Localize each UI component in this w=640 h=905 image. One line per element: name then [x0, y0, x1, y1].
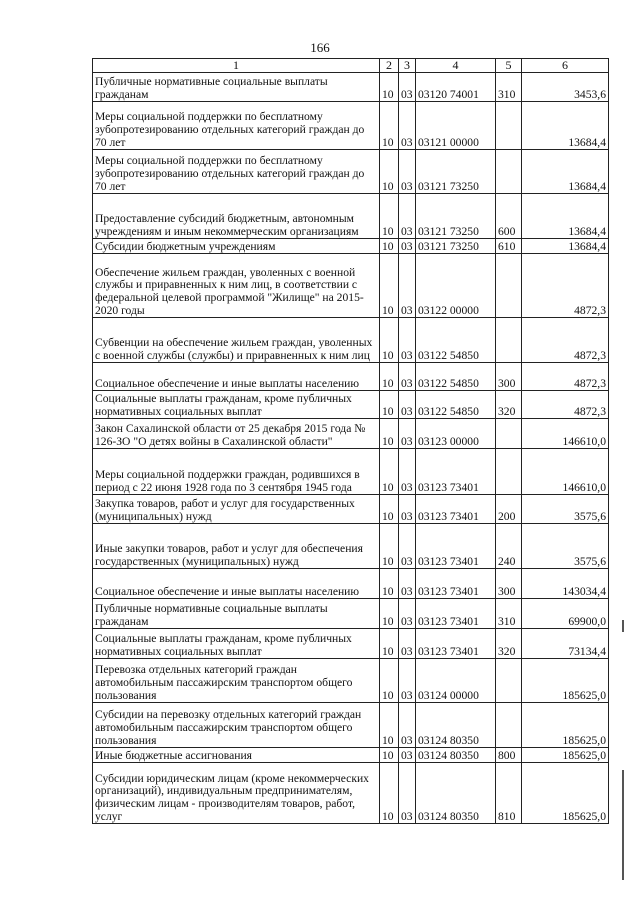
- table-row: [93, 254, 609, 318]
- subsection-code-cell: 03: [399, 239, 416, 254]
- expense-type-cell: 600: [496, 194, 522, 239]
- row-name-cell: Предоставление субсидий бюджетным, автономным учреждениям и иным некоммерческим организациям: [93, 194, 380, 239]
- target-item-cell: 03120 74001: [416, 73, 496, 102]
- table-row: [93, 419, 609, 449]
- subsection-code-cell: 03: [399, 449, 416, 495]
- amount-cell: 69900,0: [522, 599, 609, 629]
- section-code-cell: 10: [380, 363, 399, 391]
- row-name-cell: Меры социальной поддержки по бесплатному зубопротезированию отдельных категорий граждан до 70 лет: [93, 102, 380, 150]
- amount-cell: 143034,4: [522, 569, 609, 599]
- row-name-cell: Иные бюджетные ассигнования: [93, 748, 380, 763]
- section-code-cell: 10: [380, 194, 399, 239]
- subsection-code-cell: 03: [399, 73, 416, 102]
- amount-cell: 3575,6: [522, 495, 609, 524]
- budget-table: [92, 58, 609, 824]
- target-item-cell: 03123 00000: [416, 419, 496, 449]
- amount-cell: 146610,0: [522, 449, 609, 495]
- subsection-code-cell: 03: [399, 703, 416, 748]
- expense-type-cell: [496, 659, 522, 703]
- row-name-cell: Обеспечение жильем граждан, уволенных с военной службы и приравненных к ним лиц, в соответствии с федеральной целевой программой "Жилище" на 2015-2020 годы: [93, 254, 380, 318]
- subsection-code-cell: 03: [399, 254, 416, 318]
- section-code-cell: 10: [380, 524, 399, 569]
- table-row: [93, 391, 609, 419]
- section-code-cell: 10: [380, 391, 399, 419]
- table-row: [93, 363, 609, 391]
- table-row: [93, 495, 609, 524]
- section-code-cell: 10: [380, 254, 399, 318]
- amount-cell: 13684,4: [522, 239, 609, 254]
- scan-edge-mark: [622, 620, 624, 632]
- target-item-cell: 03121 73250: [416, 194, 496, 239]
- row-name-cell: Социальные выплаты гражданам, кроме публичных нормативных социальных выплат: [93, 391, 380, 419]
- header-cell: 6: [522, 59, 609, 73]
- expense-type-cell: 610: [496, 239, 522, 254]
- subsection-code-cell: 03: [399, 748, 416, 763]
- expense-type-cell: 320: [496, 629, 522, 659]
- row-name-cell: Субсидии бюджетным учреждениям: [93, 239, 380, 254]
- row-name-cell: Меры социальной поддержки граждан, родившихся в период с 22 июня 1928 года по 3 сентября 1945 года: [93, 449, 380, 495]
- expense-type-cell: [496, 703, 522, 748]
- section-code-cell: 10: [380, 495, 399, 524]
- table-row: [93, 748, 609, 763]
- row-name-cell: Перевозка отдельных категорий граждан автомобильным пассажирским транспортом общего пользования: [93, 659, 380, 703]
- section-code-cell: 10: [380, 599, 399, 629]
- target-item-cell: 03122 00000: [416, 254, 496, 318]
- section-code-cell: 10: [380, 659, 399, 703]
- section-code-cell: 10: [380, 419, 399, 449]
- section-code-cell: 10: [380, 449, 399, 495]
- header-cell: 2: [380, 59, 399, 73]
- row-name-cell: Субсидии юридическим лицам (кроме некоммерческих организаций), индивидуальным предпринимателям, физическим лицам - производителям товаров, работ, услуг: [93, 763, 380, 824]
- subsection-code-cell: 03: [399, 102, 416, 150]
- amount-cell: 3575,6: [522, 524, 609, 569]
- expense-type-cell: 320: [496, 391, 522, 419]
- target-item-cell: 03124 80350: [416, 703, 496, 748]
- expense-type-cell: 300: [496, 363, 522, 391]
- table-row: [93, 629, 609, 659]
- table-row: [93, 73, 609, 102]
- subsection-code-cell: 03: [399, 495, 416, 524]
- section-code-cell: 10: [380, 763, 399, 824]
- section-code-cell: 10: [380, 239, 399, 254]
- expense-type-cell: [496, 419, 522, 449]
- amount-cell: 73134,4: [522, 629, 609, 659]
- subsection-code-cell: 03: [399, 763, 416, 824]
- row-name-cell: Меры социальной поддержки по бесплатному зубопротезированию отдельных категорий граждан до 70 лет: [93, 150, 380, 194]
- subsection-code-cell: 03: [399, 194, 416, 239]
- amount-cell: 4872,3: [522, 318, 609, 363]
- table-row: [93, 150, 609, 194]
- subsection-code-cell: 03: [399, 363, 416, 391]
- target-item-cell: 03121 73250: [416, 239, 496, 254]
- row-name-cell: Закупка товаров, работ и услуг для государственных (муниципальных) нужд: [93, 495, 380, 524]
- expense-type-cell: 240: [496, 524, 522, 569]
- header-cell: 4: [416, 59, 496, 73]
- amount-cell: 185625,0: [522, 763, 609, 824]
- target-item-cell: 03122 54850: [416, 318, 496, 363]
- row-name-cell: Социальное обеспечение и иные выплаты населению: [93, 569, 380, 599]
- page-number: 166: [310, 40, 330, 55]
- row-name-cell: Закон Сахалинской области от 25 декабря 2015 года № 126-ЗО "О детях войны в Сахалинской области": [93, 419, 380, 449]
- target-item-cell: 03123 73401: [416, 569, 496, 599]
- subsection-code-cell: 03: [399, 629, 416, 659]
- target-item-cell: 03122 54850: [416, 391, 496, 419]
- expense-type-cell: [496, 449, 522, 495]
- amount-cell: 4872,3: [522, 363, 609, 391]
- subsection-code-cell: 03: [399, 524, 416, 569]
- table-row: [93, 703, 609, 748]
- expense-type-cell: 300: [496, 569, 522, 599]
- subsection-code-cell: 03: [399, 150, 416, 194]
- expense-type-cell: 200: [496, 495, 522, 524]
- amount-cell: 13684,4: [522, 150, 609, 194]
- subsection-code-cell: 03: [399, 391, 416, 419]
- amount-cell: 185625,0: [522, 703, 609, 748]
- subsection-code-cell: 03: [399, 419, 416, 449]
- amount-cell: 185625,0: [522, 659, 609, 703]
- section-code-cell: 10: [380, 748, 399, 763]
- amount-cell: 146610,0: [522, 419, 609, 449]
- scan-edge-mark: [622, 770, 624, 880]
- amount-cell: 13684,4: [522, 194, 609, 239]
- subsection-code-cell: 03: [399, 659, 416, 703]
- expense-type-cell: 810: [496, 763, 522, 824]
- expense-type-cell: 310: [496, 599, 522, 629]
- row-name-cell: Социальные выплаты гражданам, кроме публичных нормативных социальных выплат: [93, 629, 380, 659]
- table-row: [93, 239, 609, 254]
- section-code-cell: 10: [380, 102, 399, 150]
- header-cell: 3: [399, 59, 416, 73]
- table-row: [93, 599, 609, 629]
- section-code-cell: 10: [380, 703, 399, 748]
- table-row: [93, 569, 609, 599]
- row-name-cell: Социальное обеспечение и иные выплаты населению: [93, 363, 380, 391]
- target-item-cell: 03124 80350: [416, 748, 496, 763]
- row-name-cell: Публичные нормативные социальные выплаты гражданам: [93, 73, 380, 102]
- row-name-cell: Субвенции на обеспечение жильем граждан, уволенных с военной службы (службы) и приравненных к ним лиц: [93, 318, 380, 363]
- target-item-cell: 03123 73401: [416, 495, 496, 524]
- target-item-cell: 03121 73250: [416, 150, 496, 194]
- target-item-cell: 03123 73401: [416, 629, 496, 659]
- header-cell: 1: [93, 59, 380, 73]
- header-cell: 5: [496, 59, 522, 73]
- expense-type-cell: [496, 150, 522, 194]
- amount-cell: 4872,3: [522, 391, 609, 419]
- table-header-row: [93, 59, 609, 73]
- subsection-code-cell: 03: [399, 569, 416, 599]
- section-code-cell: 10: [380, 569, 399, 599]
- expense-type-cell: [496, 254, 522, 318]
- section-code-cell: 10: [380, 318, 399, 363]
- row-name-cell: Публичные нормативные социальные выплаты гражданам: [93, 599, 380, 629]
- target-item-cell: 03123 73401: [416, 599, 496, 629]
- table-row: [93, 659, 609, 703]
- amount-cell: 4872,3: [522, 254, 609, 318]
- amount-cell: 3453,6: [522, 73, 609, 102]
- section-code-cell: 10: [380, 150, 399, 194]
- target-item-cell: 03124 80350: [416, 763, 496, 824]
- expense-type-cell: 310: [496, 73, 522, 102]
- target-item-cell: 03122 54850: [416, 363, 496, 391]
- target-item-cell: 03121 00000: [416, 102, 496, 150]
- row-name-cell: Иные закупки товаров, работ и услуг для обеспечения государственных (муниципальных) нужд: [93, 524, 380, 569]
- table-row: [93, 318, 609, 363]
- target-item-cell: 03124 00000: [416, 659, 496, 703]
- target-item-cell: 03123 73401: [416, 524, 496, 569]
- section-code-cell: 10: [380, 629, 399, 659]
- expense-type-cell: [496, 102, 522, 150]
- table-row: [93, 102, 609, 150]
- target-item-cell: 03123 73401: [416, 449, 496, 495]
- expense-type-cell: [496, 318, 522, 363]
- section-code-cell: 10: [380, 73, 399, 102]
- row-name-cell: Субсидии на перевозку отдельных категорий граждан автомобильным пассажирским транспортом общего пользования: [93, 703, 380, 748]
- subsection-code-cell: 03: [399, 318, 416, 363]
- amount-cell: 13684,4: [522, 102, 609, 150]
- amount-cell: 185625,0: [522, 748, 609, 763]
- table-row: [93, 524, 609, 569]
- table-row: [93, 763, 609, 824]
- table-row: [93, 449, 609, 495]
- table-row: [93, 194, 609, 239]
- subsection-code-cell: 03: [399, 599, 416, 629]
- expense-type-cell: 800: [496, 748, 522, 763]
